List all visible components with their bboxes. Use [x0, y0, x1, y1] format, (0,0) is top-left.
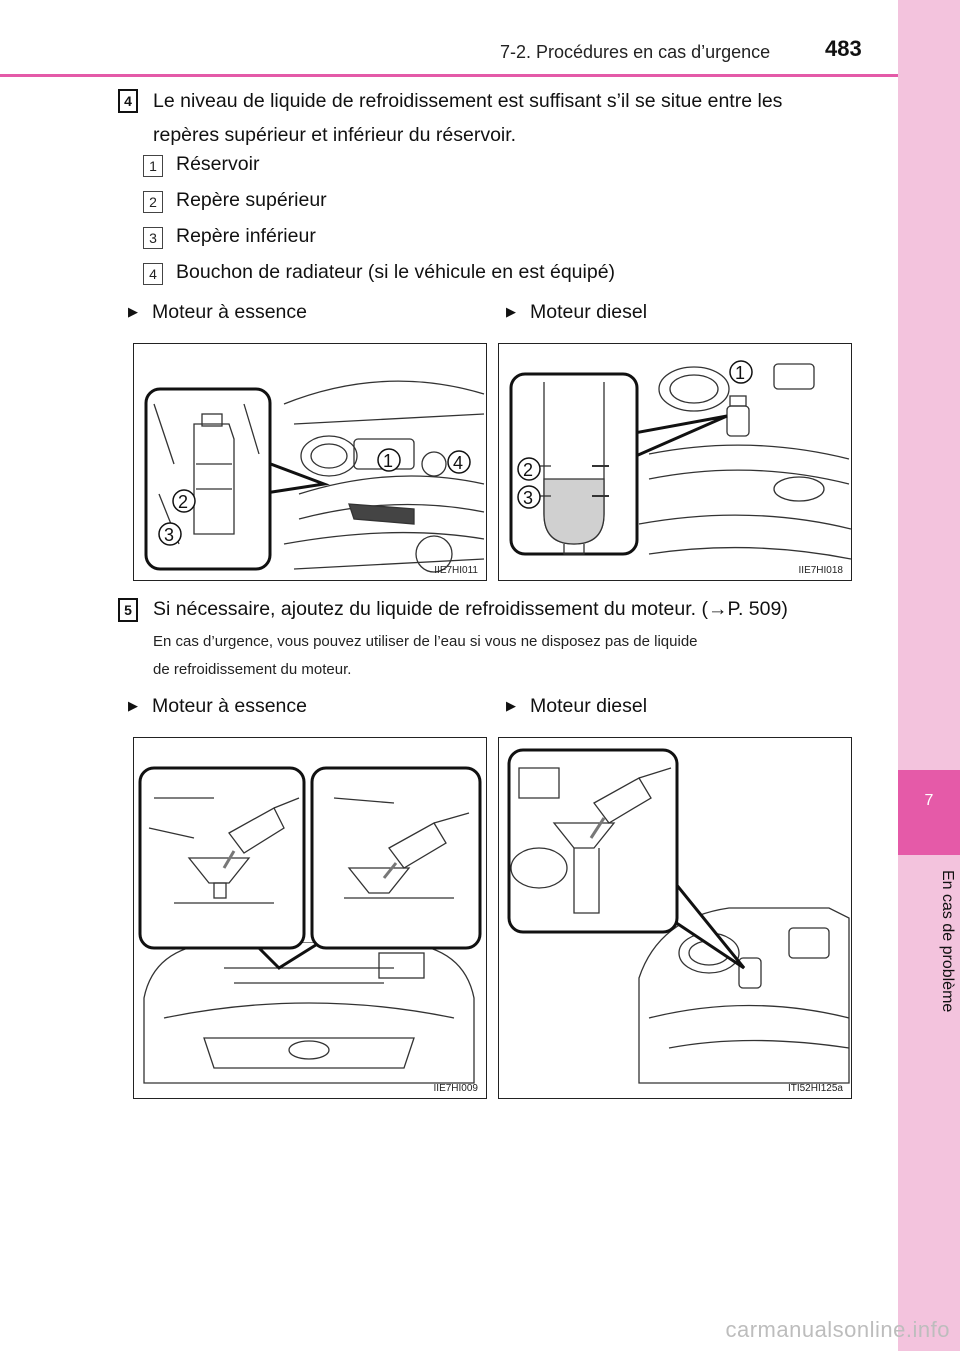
item-number-1: 1: [143, 155, 163, 177]
item-label-reservoir: Réservoir: [176, 153, 260, 175]
figure-gasoline-fill: [133, 737, 487, 1099]
step4-text-line2: repères supérieur et inférieur du réservoir.: [153, 124, 517, 146]
callout-2: 2: [523, 460, 534, 480]
gasoline-engine-heading-1: ▶ Moteur à essence: [128, 301, 308, 323]
gasoline-engine-heading-2: ▶ Moteur à essence: [128, 695, 308, 717]
engine-bay-illustration: [499, 344, 851, 580]
step-number-5: 5: [118, 598, 138, 622]
figure-gasoline-reservoir: [133, 343, 487, 581]
coolant-fill-illustration: [499, 738, 851, 1098]
chapter-tab-active[interactable]: [898, 770, 960, 855]
figure-code: ITI52HI125a: [787, 1083, 843, 1094]
triangle-bullet-icon: ▶: [506, 304, 516, 319]
item-number-3: 3: [143, 227, 163, 249]
figure-diesel-reservoir: [498, 343, 852, 581]
header-rule: [0, 74, 898, 77]
step5-note-line1: En cas d’urgence, vous pouvez utiliser de l’eau si vous ne disposez pas de liquide: [153, 633, 698, 650]
item-label-lower-mark: Repère inférieur: [176, 225, 316, 247]
callout-2: 2: [178, 492, 189, 512]
item-label-radiator-cap: Bouchon de radiateur (si le véhicule en est équipé): [176, 261, 616, 283]
section-title: 7-2. Procédures en cas d’urgence: [500, 42, 771, 62]
triangle-bullet-icon: ▶: [128, 698, 138, 713]
engine-bay-illustration: [134, 344, 486, 580]
figure-code: IIE7HI018: [798, 565, 843, 576]
step5-text: Si nécessaire, ajoutez du liquide de refroidissement du moteur. (→P. 509): [153, 598, 788, 620]
step4-text-line1: Le niveau de liquide de refroidissement est suffisant s’il se situe entre les: [153, 90, 783, 112]
diesel-engine-heading-2: ▶ Moteur diesel: [506, 695, 648, 717]
figure-code: IIE7HI009: [433, 1083, 478, 1094]
chapter-title: En cas de problème: [939, 870, 956, 1013]
step5-note-line2: de refroidissement du moteur.: [153, 661, 352, 678]
step-number-4: 4: [118, 89, 138, 113]
triangle-bullet-icon: ▶: [506, 698, 516, 713]
side-tab: [898, 0, 960, 1351]
item-number-2: 2: [143, 191, 163, 213]
coolant-fill-illustration: [134, 738, 486, 1098]
diesel-engine-heading-1: ▶ Moteur diesel: [506, 301, 648, 323]
figure-diesel-fill: [498, 737, 852, 1099]
callout-3: 3: [164, 525, 175, 545]
page-number: 483: [825, 36, 862, 61]
item-number-4: 4: [143, 263, 163, 285]
callout-1: 1: [735, 363, 746, 383]
callout-4: 4: [453, 453, 464, 473]
watermark: carmanualsonline.info: [725, 1317, 950, 1342]
triangle-bullet-icon: ▶: [128, 304, 138, 319]
chapter-number: 7: [924, 792, 934, 809]
item-label-upper-mark: Repère supérieur: [176, 189, 327, 211]
figure-code: IIE7HI011: [434, 565, 478, 576]
callout-1: 1: [383, 451, 394, 471]
callout-3: 3: [523, 488, 534, 508]
